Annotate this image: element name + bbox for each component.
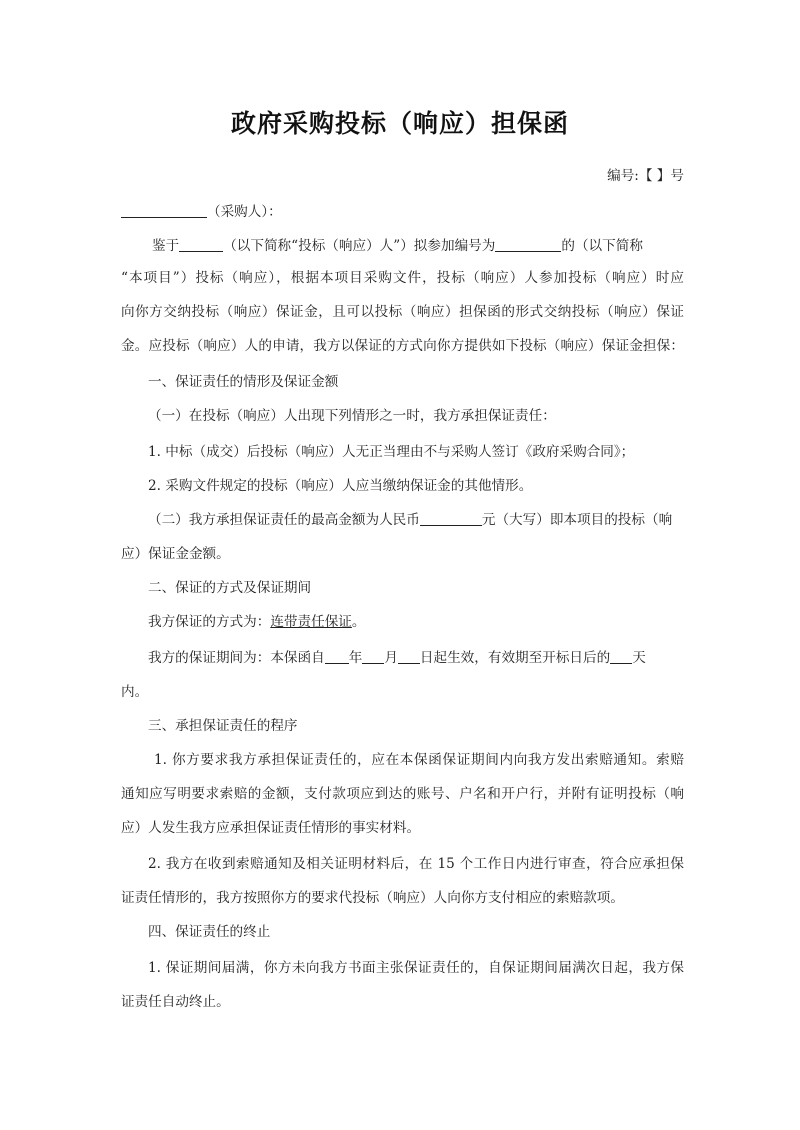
bidder-blank: [179, 237, 223, 252]
paragraph-intro-line2: “本项目”）投标（响应），根据本项目采购文件，投标（响应）人参加投标（响应）时应: [121, 270, 684, 286]
addressee-suffix: （采购人）：: [207, 204, 282, 220]
addressee-line: [121, 202, 684, 222]
project-number-blank: [495, 237, 561, 252]
purchaser-blank: [121, 203, 207, 218]
month-blank: [362, 649, 384, 664]
section3-p1-line3: 应）人发生我方应承担保证责任情形的事实材料。: [121, 820, 421, 836]
guarantee-period-line2: 内。: [121, 684, 149, 700]
max-amount-text-a: （二）我方承担保证责任的最高金额为人民币: [148, 512, 420, 528]
method-suffix: 。: [351, 614, 366, 630]
method-label: 我方保证的方式为：: [148, 614, 271, 630]
page-title: 政府采购投标（响应）担保函: [230, 109, 569, 138]
section1-item-2: 2. 采购文件规定的投标（响应）人应当缴纳保证金的其他情形。: [148, 478, 533, 494]
section3-p1-line2: 通知应写明要求索赔的金额，支付款项应到达的账号、户名和开户行，并附有证明投标（响: [121, 786, 684, 802]
section4-p1-line2: 证责任自动终止。: [121, 994, 230, 1010]
amount-blank: [420, 511, 482, 526]
guarantee-method: [148, 612, 684, 632]
year-blank: [325, 649, 349, 664]
guarantee-period: [148, 648, 684, 668]
section-heading-3: 三、承担保证责任的程序: [148, 718, 298, 734]
days-count-blank: [610, 649, 632, 664]
section1-item-1: 1. 中标（成交）后投标（响应）人无正当理由不与采购人签订《政府采购合同》；: [148, 444, 635, 460]
section1-subheading-2-line2: 应）保证金金额。: [121, 546, 230, 562]
section4-p1-line1: 1. 保证期间届满，你方未向我方书面主张保证责任的，自保证期间届满次日起，我方保: [148, 960, 684, 976]
day-blank: [398, 649, 420, 664]
intro-text-c: 的（以下简称: [561, 238, 643, 254]
section1-subheading-2: [148, 510, 684, 530]
period-text-month: 月: [384, 650, 398, 666]
paragraph-intro-line4: 金。应投标（响应）人的申请，我方以保证的方式向你方提供如下投标（响应）保证金担保：: [121, 338, 684, 354]
paragraph-intro-line3: 向你方交纳投标（响应）保证金，且可以投标（响应）担保函的形式交纳投标（响应）保证: [121, 304, 684, 320]
period-text-a: 我方的保证期间为：本保函自: [148, 650, 325, 666]
intro-text-a: 鉴于: [152, 238, 180, 254]
section3-p2-line2: 证责任情形的，我方按照你方的要求代投标（响应）人向你方支付相应的索赔款项。: [121, 890, 624, 906]
max-amount-text-b: 元（大写）即本项目的投标（响: [481, 512, 673, 528]
paragraph-intro-line1: [152, 236, 684, 256]
intro-text-b: （以下简称“投标（响应）人”）拟参加编号为: [223, 238, 496, 254]
method-value: 连带责任保证: [270, 614, 352, 630]
section-heading-2: 二、保证的方式及保证期间: [148, 580, 312, 596]
section-heading-4: 四、保证责任的终止: [148, 924, 271, 940]
period-text-day: 日起生效，有效期至开标日后的: [419, 650, 611, 666]
period-text-year: 年: [348, 650, 363, 666]
section3-p2-line1: 2. 我方在收到索赔通知及相关证明材料后，在 15 个工作日内进行审查，符合应承担保: [148, 856, 684, 872]
section-heading-1: 一、保证责任的情形及保证金额: [148, 374, 339, 390]
document-number: 编号:【 】号: [607, 168, 684, 184]
section3-p1-line1: 1. 你方要求我方承担保证责任的，应在本保函保证期间内向我方发出索赔通知。索赔: [154, 752, 684, 768]
period-text-days: 天: [632, 650, 646, 666]
section1-subheading-1: （一）在投标（响应）人出现下列情形之一时，我方承担保证责任：: [148, 408, 556, 424]
